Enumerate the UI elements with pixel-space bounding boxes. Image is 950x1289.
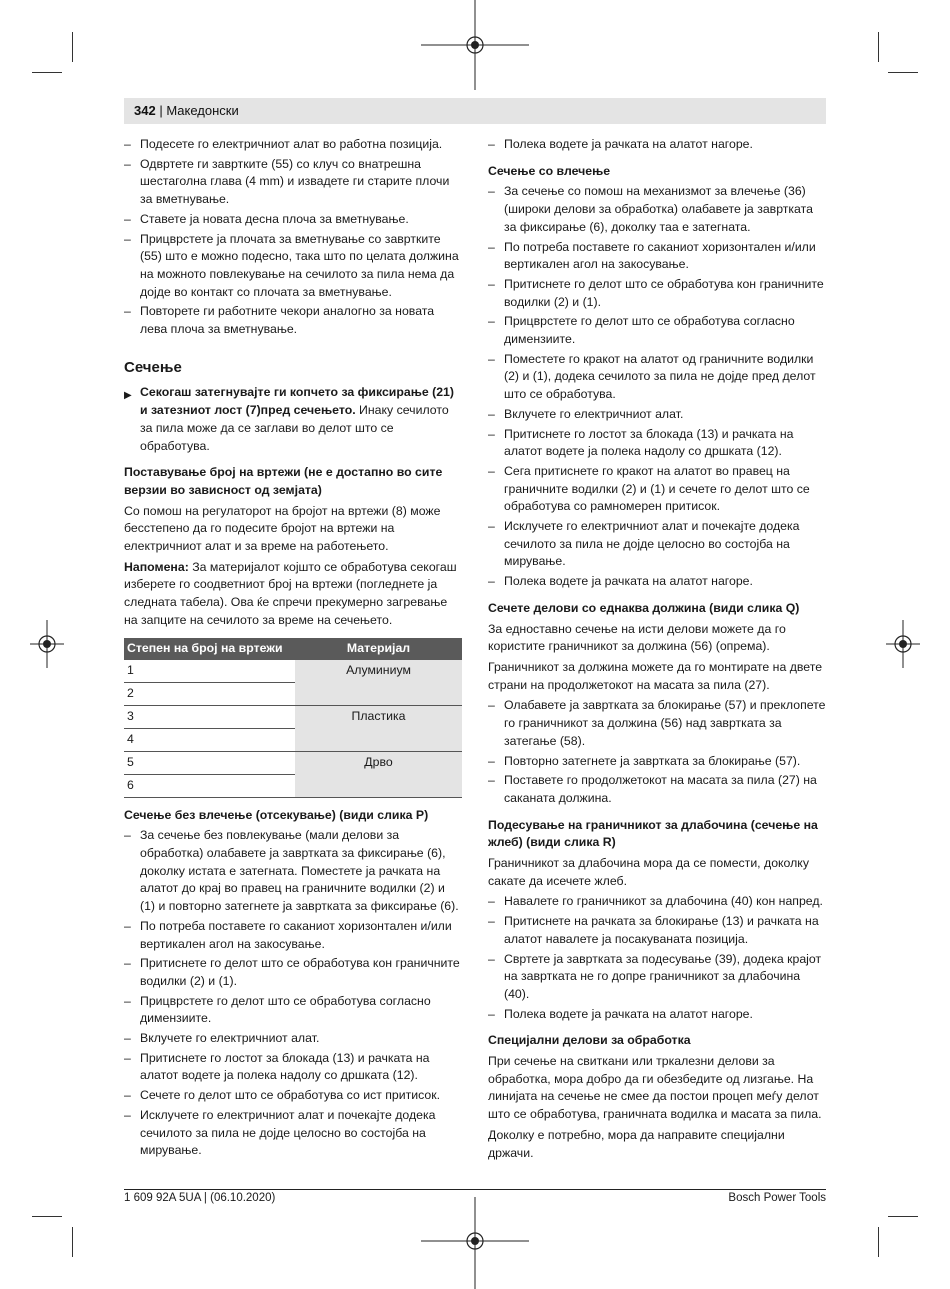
list-item: – Ставете ја новата десна плоча за вметнување. xyxy=(124,211,462,229)
list-item: – Полека водете ја рачката на алатот нагоре. xyxy=(488,1006,826,1024)
list-item: – Притиснете го лостот за блокада (13) и рачката на алатот водете ја полека надолу со дршката (12). xyxy=(488,426,826,461)
rpm-text: Со помош на регулаторот на бројот на вртежи (8) може бесстепено да го подесите бројот на вртежи на електричниот алат и за време на работењето. xyxy=(124,503,441,554)
crop-mark xyxy=(32,72,62,73)
list-item: – По потреба поставете го саканиот хоризонтален и/или вертикален агол на закосување. xyxy=(488,239,826,274)
header-language: Македонски xyxy=(166,103,239,118)
list-item: – Повторно затегнете ја завртката за блокирање (57). xyxy=(488,753,826,771)
depth-stop-heading: Подесување на граничникот за длабочина (сечење на жлеб) (види слика R) xyxy=(488,817,818,850)
crop-mark xyxy=(878,32,879,62)
table-cell: 1 xyxy=(124,660,295,683)
depth-stop-list xyxy=(488,893,826,1023)
rpm-table xyxy=(124,638,462,798)
list-item: – Вклучете го електричниот алат. xyxy=(124,1030,462,1048)
page-number: 342 xyxy=(134,103,156,118)
list-item: – Поставете го продолжетокот на масата за пила (27) на саканата должина. xyxy=(488,772,826,807)
note-paragraph xyxy=(124,559,462,630)
list-item: – Сечете го делот што се обработува со ист притисок. xyxy=(124,1087,462,1105)
registration-mark-icon xyxy=(886,620,920,668)
list-item: – Прицврстете ја плочата за вметнување со завртките (55) што е можно подесно, така што по целата должина на можното повлекување на сечилото за пила нема да дојде во контакт со плочата за вметнување. xyxy=(124,231,462,302)
table-cell: 3 xyxy=(124,705,295,728)
table-cell: 4 xyxy=(124,728,295,751)
right-column xyxy=(488,136,826,1165)
list-item: – Свртете ја завртката за подесување (39), додека крајот на завртката не го допре граничникот за длабочина (40). xyxy=(488,951,826,1004)
registration-mark-icon xyxy=(421,1197,529,1289)
table-cell: Пластика xyxy=(295,705,462,751)
list-item: – Прицврстете го делот што се обработува согласно димензиите. xyxy=(488,313,826,348)
header-text: 342 | Македонски xyxy=(134,103,239,118)
list-item: – За сечење без повлекување (мали делови за обработка) олабавете ја завртката за фиксирање (6), доколку истата е затегната. Поместете ја рачката на алатот до крај во правец на граничните водилки (2) и (1) и повторно затегнете ја завртката за фиксирање (6). xyxy=(124,827,462,916)
safety-warning xyxy=(124,384,462,455)
list-item: – Притиснете на рачката за блокирање (13) и рачката на алатот навалете ја посакуваната позиција. xyxy=(488,913,826,948)
table-header: Материјал xyxy=(295,638,462,660)
list-item: – Притиснете го делот што се обработува кон граничните водилки (2) и (1). xyxy=(488,276,826,311)
cut-no-pull-list xyxy=(124,827,462,1160)
cut-no-pull-heading: Сечење без влечење (отсекување) (види слика P) xyxy=(124,807,429,822)
cut-pull-list xyxy=(488,183,826,590)
paragraph: Доколку е потребно, мора да направите специјални држачи. xyxy=(488,1127,785,1160)
footer-brand: Bosch Power Tools xyxy=(728,1192,826,1204)
crop-mark xyxy=(72,1227,73,1257)
list-item: – Поместете го кракот на алатот од граничните водилки (2) и (1), додека сечилото за пила не дојде пред делот што се обработува. xyxy=(488,351,826,404)
list-item: – Одвртете ги завртките (55) со клуч со внатрешна шестаголна глава (4 mm) и извадете ги старите плочи за вметнување. xyxy=(124,156,462,209)
table-header: Степен на број на вртежи xyxy=(124,638,295,660)
page-header xyxy=(124,98,826,124)
table-row xyxy=(124,660,462,683)
crop-mark xyxy=(72,32,73,62)
table-cell: Алуминиум xyxy=(295,660,462,706)
rpm-heading: Поставување број на вртежи (не е достапно во сите верзии во зависност од земјата) xyxy=(124,465,443,497)
table-cell: 6 xyxy=(124,774,295,797)
section-title: Сечење xyxy=(124,358,182,376)
note-text: За материјалот којшто се обработува секогаш изберете го соодветниот број на вртежи (погледнете ја следната табела). Ова ќе спречи прекумерно загревање на запците на сечилото за време на сечењето. xyxy=(124,559,457,627)
list-item: – Полека водете ја рачката на алатот нагоре. xyxy=(488,573,826,591)
paragraph: При сечење на свиткани или тркалезни делови за обработка, мора добро да ги обезбедите од лизгање. На линијата на сечење не смее да постои процеп меѓу делот што се обработува, граничната водилка и масата за пила. xyxy=(488,1054,822,1122)
paragraph: Граничникот за должина можете да го монтирате на двете страни на продолжетокот на масата за пила (27). xyxy=(488,659,823,692)
footer-divider xyxy=(124,1189,826,1190)
list-item: – Подесете го електричниот алат во работна позиција. xyxy=(124,136,462,154)
special-workpieces-heading: Специјални делови за обработка xyxy=(488,1033,691,1048)
list-item: – Вклучете го електричниот алат. xyxy=(488,406,826,424)
list-item: – Полека водете ја рачката на алатот нагоре. xyxy=(488,136,826,154)
triangle-bullet-icon: ▶ xyxy=(124,390,132,402)
list-item: – По потреба поставете го саканиот хоризонтален и/или вертикален агол на закосување. xyxy=(124,918,462,953)
registration-mark-icon xyxy=(421,0,529,90)
warning-bold: Секогаш затегнувајте ги копчето за фиксирање (21) и затезниот лост (7)пред сечењето. xyxy=(140,385,454,418)
footer-doc-id: 1 609 92A 5UA | (06.10.2020) xyxy=(124,1192,276,1204)
table-row xyxy=(124,705,462,728)
list-item: – Притиснете го делот што се обработува кон граничните водилки (2) и (1). xyxy=(124,955,462,990)
paragraph: За едноставно сечење на исти делови можете да го користите граничникот за должина (56) (опрема). xyxy=(488,621,786,654)
crop-mark xyxy=(888,72,918,73)
list-item: – Притиснете го лостот за блокада (13) и рачката на алатот водете ја полека надолу со дршката (12). xyxy=(124,1050,462,1085)
cut-pull-heading: Сечење со влечење xyxy=(488,163,611,178)
note-label: Напомена: xyxy=(124,559,189,574)
crop-mark xyxy=(32,1216,62,1217)
table-cell: 5 xyxy=(124,751,295,774)
table-cell: Дрво xyxy=(295,751,462,797)
table-row xyxy=(124,751,462,774)
equal-length-heading: Сечете делови со еднаква должина (види слика Q) xyxy=(488,600,800,615)
list-item: – Исклучете го електричниот алат и почекајте додека сечилото за пила не дојде целосно во состојба на мирување. xyxy=(488,518,826,571)
list-item: – Навалете го граничникот за длабочина (40) кон напред. xyxy=(488,893,826,911)
intro-list xyxy=(124,136,462,339)
list-item: – Олабавете ја завртката за блокирање (57) и преклопете го граничникот за должина (56) над завртката за затегање (58). xyxy=(488,697,826,750)
list-item: – За сечење со помош на механизмот за влечење (36) (широки делови за обработка) олабавете ја завртката за фиксирање (6), доколку таа е затегната. xyxy=(488,183,826,236)
registration-mark-icon xyxy=(30,620,64,668)
paragraph: Граничникот за длабочина мора да се помести, доколку сакате да исечете жлеб. xyxy=(488,856,809,888)
first-list xyxy=(488,136,826,154)
list-item: – Прицврстете го делот што се обработува согласно димензиите. xyxy=(124,993,462,1028)
list-item: – Сега притиснете го кракот на алатот во правец на граничните водилки (2) и (1) и сечете го делот што се обработува со рамномерен притисок. xyxy=(488,463,826,516)
equal-length-list xyxy=(488,697,826,807)
table-cell: 2 xyxy=(124,682,295,705)
warning-text: Инаку сечилото за пила може да се заглави во делот што се обработува. xyxy=(140,403,449,453)
crop-mark xyxy=(888,1216,918,1217)
list-item: – Повторете ги работните чекори аналогно за новата лева плоча за вметнување. xyxy=(124,303,462,338)
list-item: – Исклучете го електричниот алат и почекајте додека сечилото за пила не дојде целосно во состојба на мирување. xyxy=(124,1107,462,1160)
crop-mark xyxy=(878,1227,879,1257)
left-column xyxy=(124,136,462,1162)
